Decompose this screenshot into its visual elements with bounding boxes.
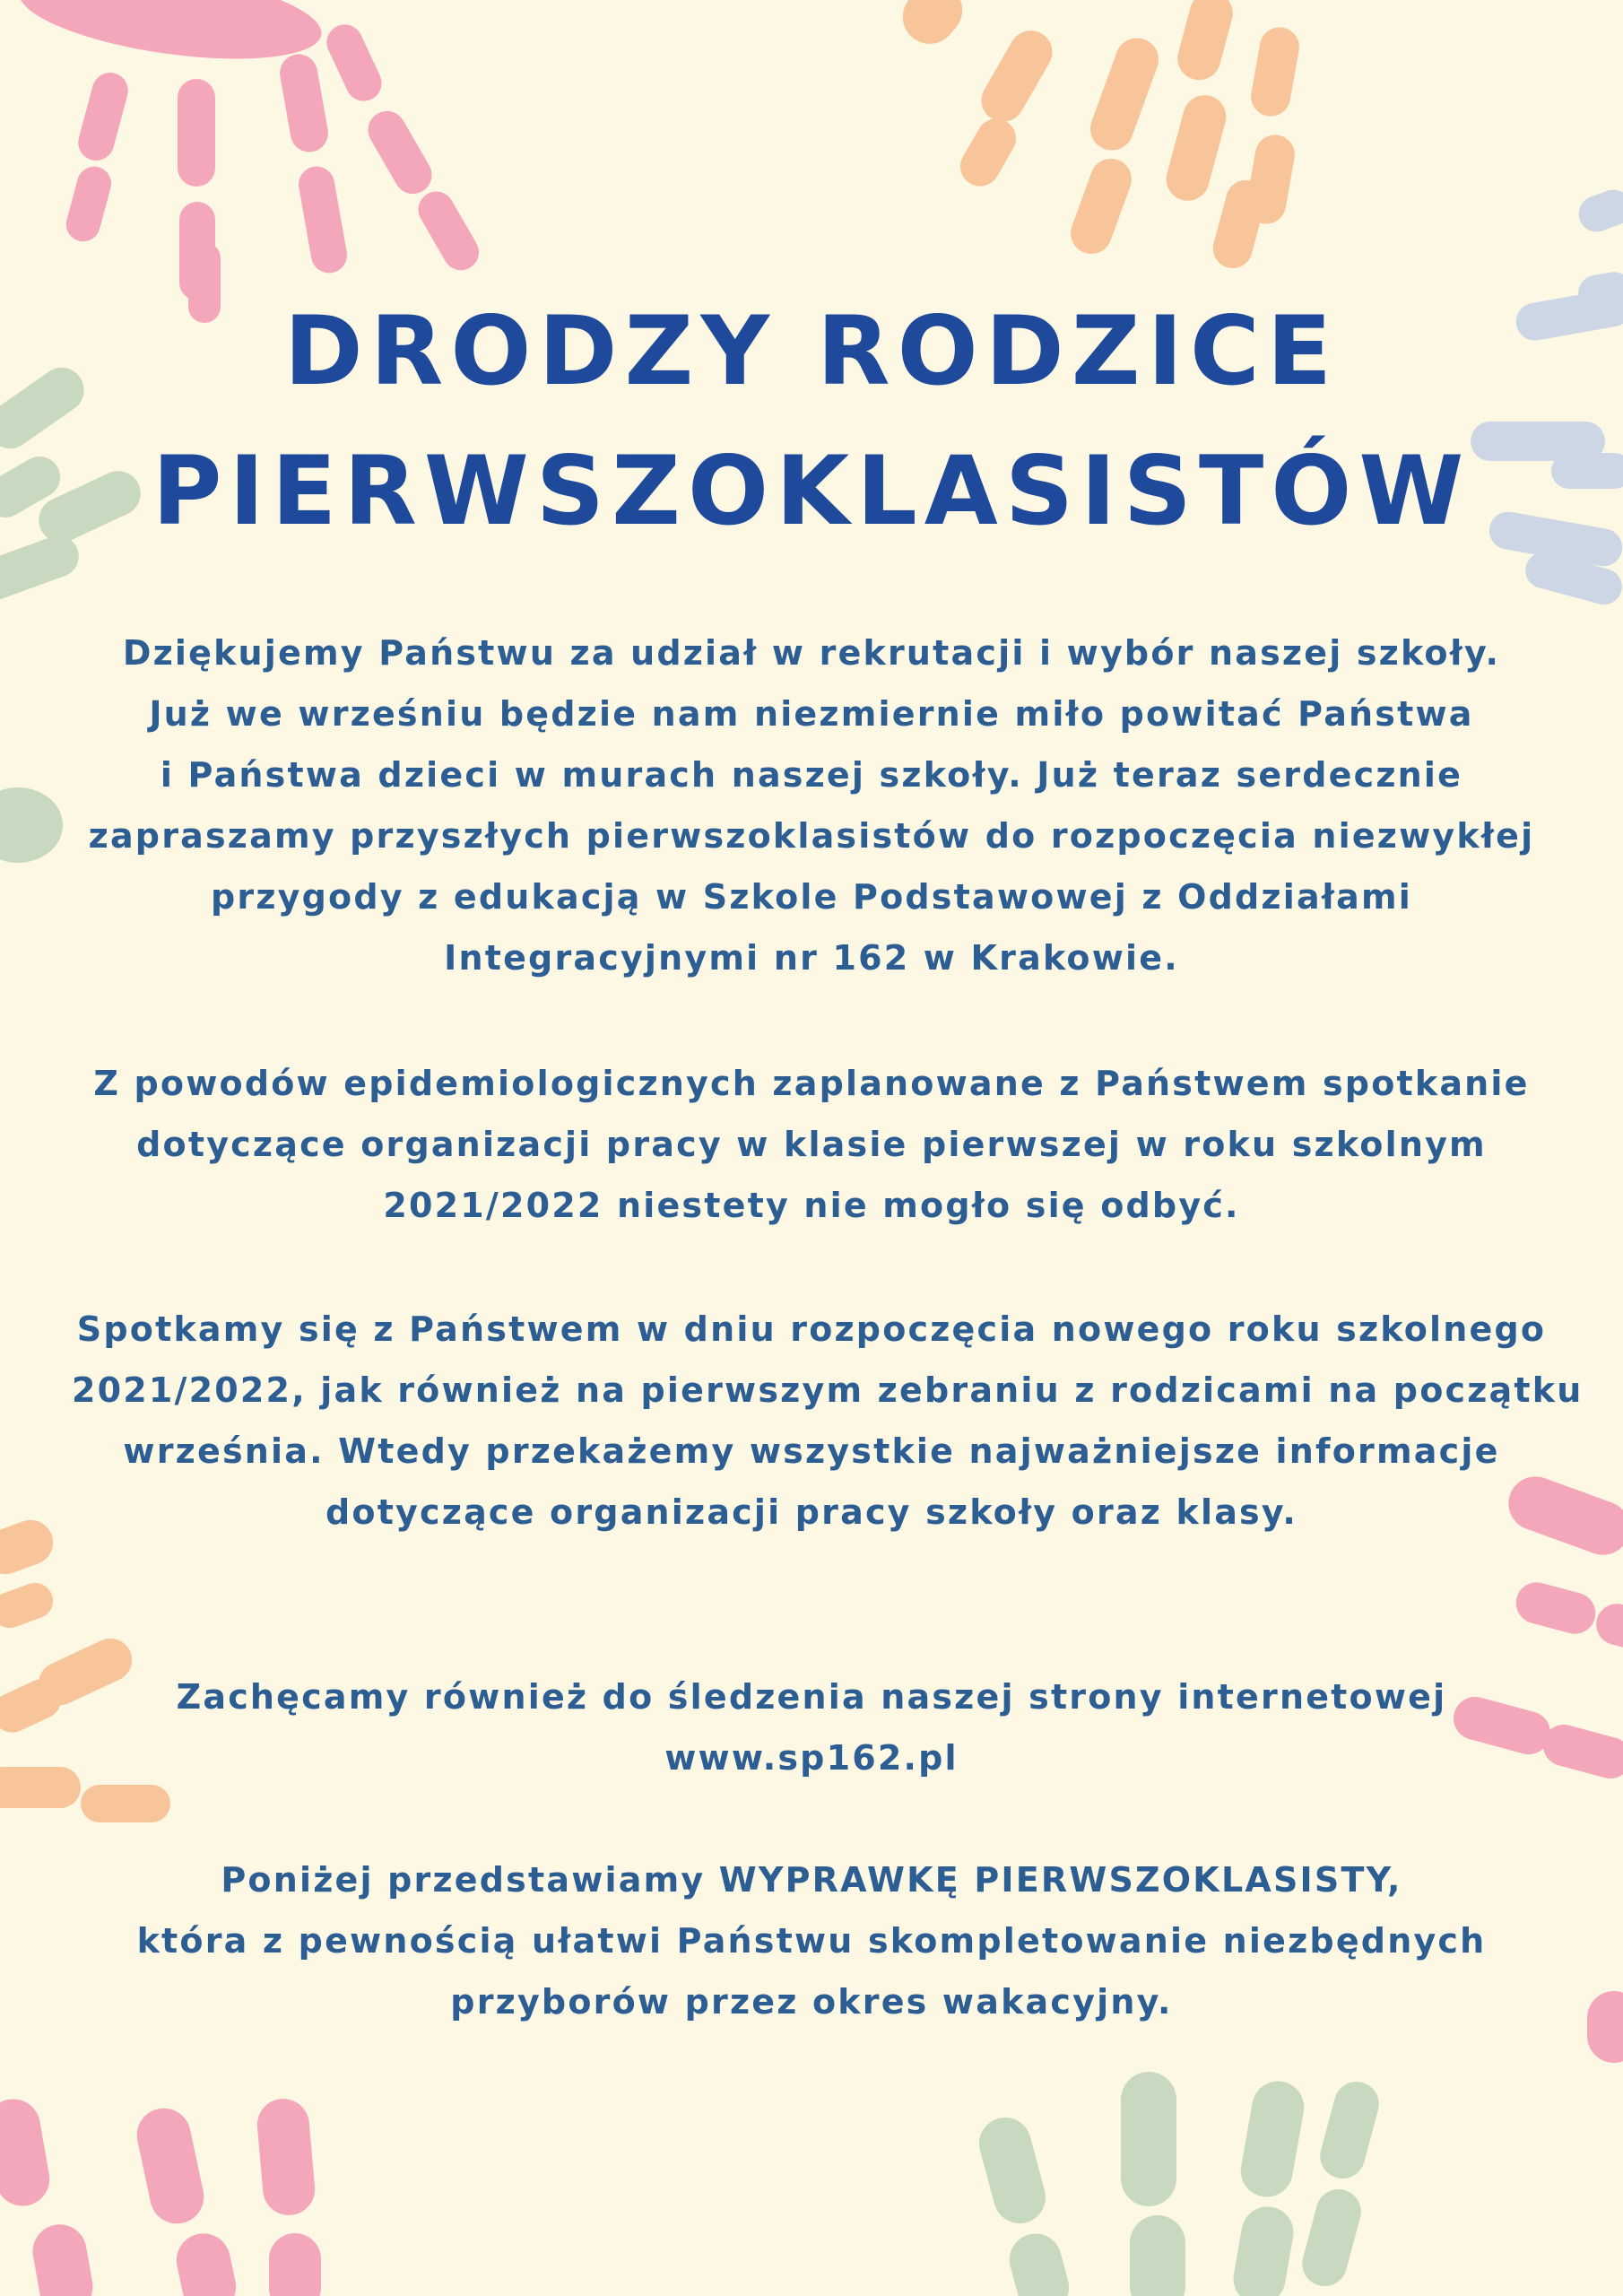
text-line: Integracyjnymi nr 162 w Krakowie. <box>444 938 1179 978</box>
paragraph-website <box>72 1666 1551 1788</box>
text-line: Już we wrześniu będzie nam niezmiernie miło powitać Państwa <box>149 694 1474 734</box>
text-line: przyborów przez okres wakacyjny. <box>450 1982 1173 2022</box>
text-line: 2021/2022, jak również na pierwszym zebraniu z rodzicami na początku <box>72 1370 1584 1410</box>
text-line: Poniżej przedstawiamy WYPRAWKĘ PIERWSZOKLASISTY, <box>221 1860 1402 1900</box>
text-line: która z pewnością ułatwi Państwu skompletowanie niezbędnych <box>136 1921 1487 1961</box>
text-line: Z powodów epidemiologicznych zaplanowane z Państwem spotkanie <box>93 1064 1530 1103</box>
text-line: zapraszamy przyszłych pierwszoklasistów do rozpoczęcia niezwykłej <box>88 816 1535 856</box>
text-line: Zachęcamy również do śledzenia naszej strony internetowej <box>176 1677 1447 1717</box>
text-line: 2021/2022 niestety nie mogło się odbyć. <box>383 1186 1240 1225</box>
text-line: dotyczące organizacji pracy w klasie pierwszej w roku szkolnym <box>136 1125 1487 1164</box>
text-line: i Państwa dzieci w murach naszej szkoły. Już teraz serdecznie <box>160 755 1463 795</box>
text-line: przygody z edukacją w Szkole Podstawowej z Oddziałami <box>211 877 1412 917</box>
text-line: Spotkamy się z Państwem w dniu rozpoczęcia nowego roku szkolnego <box>76 1309 1547 1349</box>
title-line-1: DRODZY RODZICE <box>283 296 1340 406</box>
text-line: Dziękujemy Państwu za udział w rekrutacji i wybór naszej szkoły. <box>122 633 1501 673</box>
text-line: dotyczące organizacji pracy szkoły oraz klasy. <box>325 1492 1298 1532</box>
paragraph-epidemic <box>72 1053 1551 1236</box>
paragraph-supplies <box>72 1849 1551 2032</box>
website-link[interactable]: www.sp162.pl <box>664 1738 959 1778</box>
text-line: września. Wtedy przekażemy wszystkie najważniejsze informacje <box>123 1431 1500 1471</box>
paragraph-thanks <box>72 622 1551 988</box>
paragraph-meeting <box>72 1299 1584 1543</box>
title-line-2: PIERWSZOKLASISTÓW <box>152 436 1471 546</box>
